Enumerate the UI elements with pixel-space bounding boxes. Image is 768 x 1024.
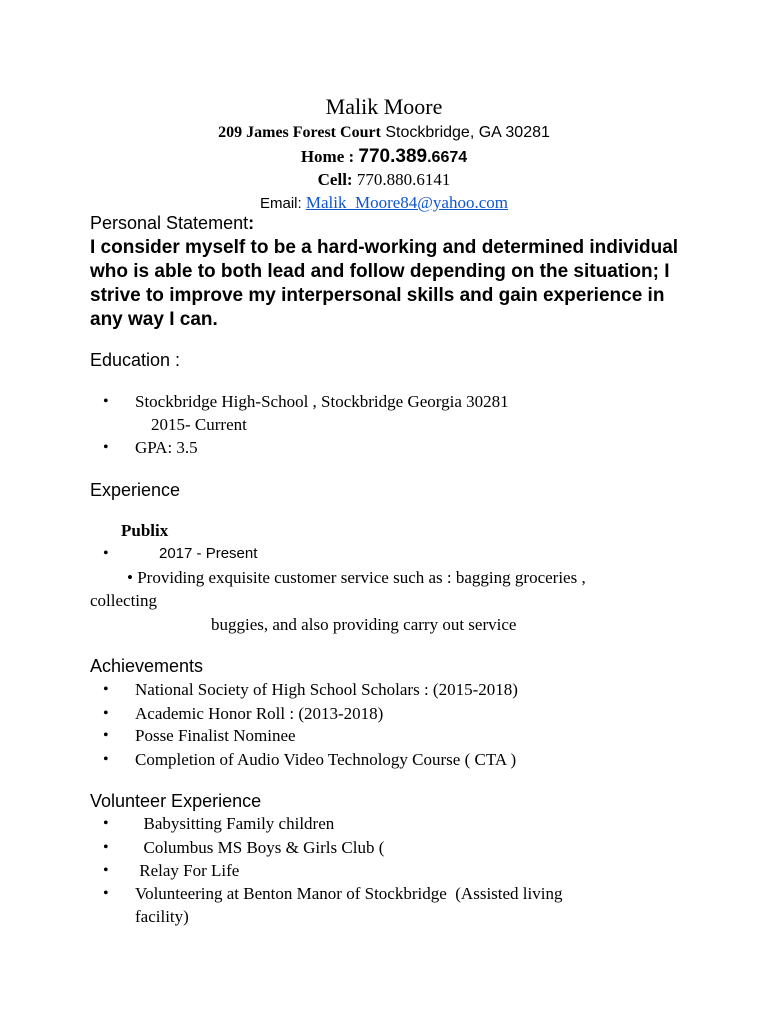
education-school: Stockbridge High-School , Stockbridge Georgia 30281 [135, 392, 509, 411]
achievement-item: Completion of Audio Video Technology Course ( CTA ) [135, 750, 517, 769]
bullet: • [103, 839, 109, 856]
experience-employer: Publix [121, 521, 169, 540]
experience-duty-line-1: • Providing exquisite customer service such as : bagging groceries , [127, 568, 586, 587]
bullet: • [103, 815, 109, 832]
home-phone-label: Home : [300, 147, 359, 166]
address-city: Stockbridge, GA 30281 [380, 124, 550, 141]
personal-statement-text: I consider myself to be a hard-working and determined individual who is able to both lead and follow depending on the situation; I strive to improve my interpersonal skills and gain experience in any way I can. [90, 237, 679, 330]
email-line [0, 193, 768, 213]
bullet: • [103, 862, 109, 879]
home-phone-part-b: .6674 [427, 149, 468, 166]
bullet: • [103, 681, 109, 698]
achievements-heading: Achievements [90, 656, 204, 676]
education-heading: Education : [90, 350, 181, 370]
experience-duty-line-3: buggies, and also providing carry out service [211, 615, 517, 634]
volunteer-item: Columbus MS Boys & Girls Club ( [135, 838, 385, 857]
bullet: • [103, 885, 109, 902]
bullet: • [103, 751, 109, 768]
bullet: • [103, 727, 109, 744]
personal-statement-heading [90, 213, 254, 234]
bullet: • [103, 545, 109, 562]
experience-duty-line-2: collecting [90, 591, 158, 610]
achievement-item: Academic Honor Roll : (2013-2018) [135, 704, 384, 723]
home-phone-part-a: 770.389 [358, 146, 428, 167]
personal-statement-heading-text: Personal Statement [90, 213, 249, 233]
volunteer-item: Volunteering at Benton Manor of Stockbridge (Assisted living [135, 884, 563, 903]
education-gpa: GPA: 3.5 [135, 438, 198, 457]
address-street: 209 James Forest Court [218, 124, 381, 141]
volunteer-item-continuation: facility) [135, 907, 189, 926]
volunteer-item: Babysitting Family children [135, 814, 335, 833]
address-line [0, 124, 768, 142]
email-link[interactable]: Malik_Moore84@yahoo.com [305, 193, 508, 212]
bullet: • [103, 705, 109, 722]
bullet: • [103, 393, 109, 410]
bullet: • [103, 439, 109, 456]
volunteer-item: Relay For Life [135, 861, 240, 880]
volunteer-heading: Volunteer Experience [90, 791, 262, 811]
cell-phone-line [0, 170, 768, 190]
resume-name: Malik Moore [325, 94, 443, 119]
education-dates: 2015- Current [151, 415, 247, 434]
cell-phone-number: 770.880.6141 [356, 170, 451, 189]
home-phone-line [0, 146, 768, 168]
experience-heading: Experience [90, 480, 181, 500]
email-label: Email: [260, 195, 306, 212]
achievement-item: National Society of High School Scholars : (2015-2018) [135, 680, 518, 699]
achievement-item: Posse Finalist Nominee [135, 726, 296, 745]
personal-statement-colon: : [248, 213, 255, 233]
cell-phone-label: Cell: [317, 170, 357, 189]
experience-dates: 2017 - Present [159, 545, 258, 562]
